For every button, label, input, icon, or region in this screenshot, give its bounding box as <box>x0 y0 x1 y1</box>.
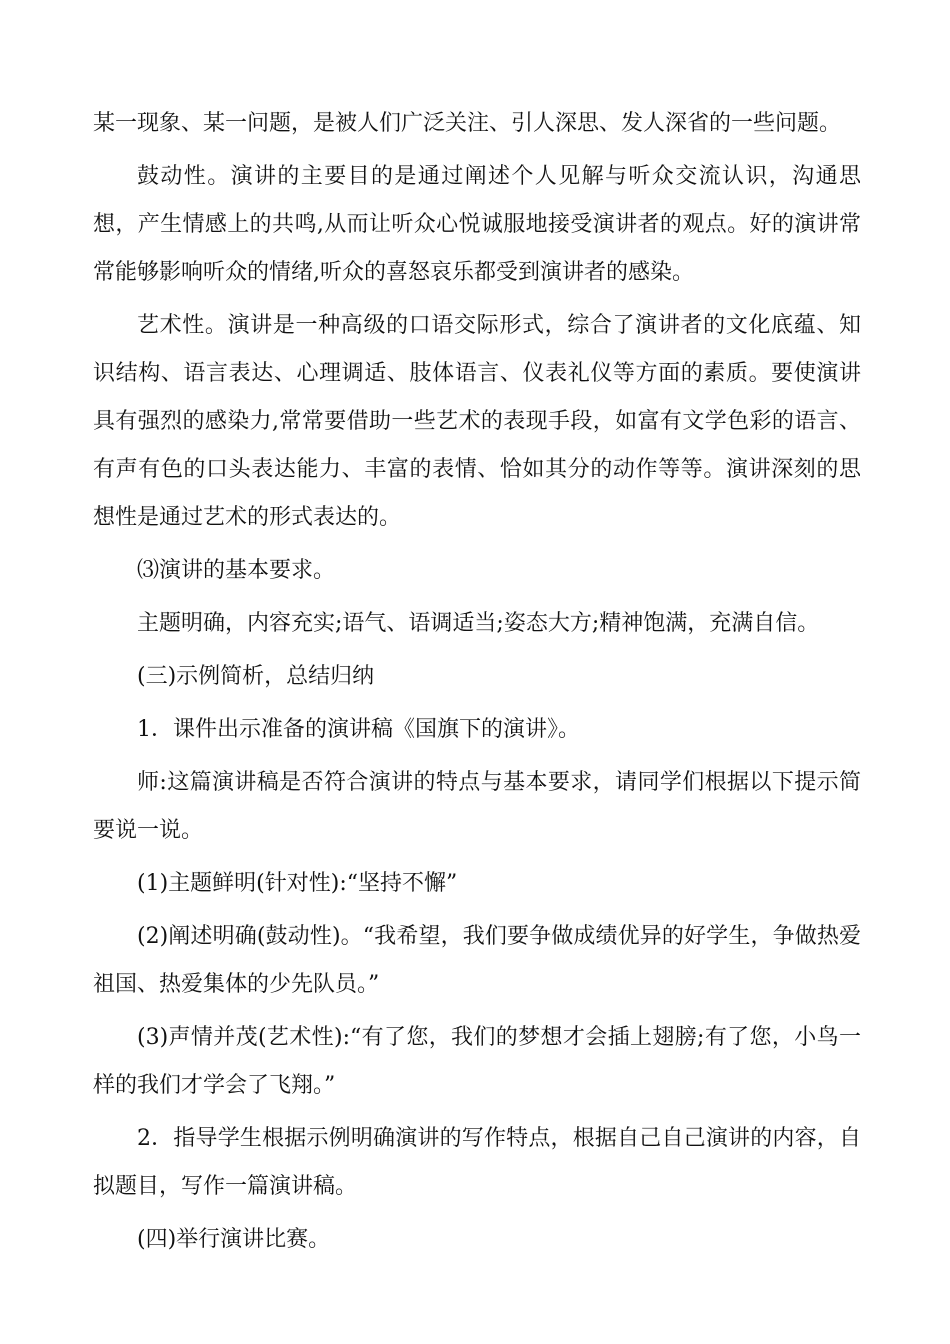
paragraph-5: 主题明确，内容充实;语气、语调适当;姿态大方;精神饱满，充满自信。 <box>137 611 820 636</box>
paragraph-2: 鼓动性。演讲的主要目的是通过阐述个人见解与听众交流认识，沟通思想，产生情感上的共鸣,从而让听众心悦诚服地接受演讲者的观点。好的演讲常常能够影响听众的情绪,听众的喜怒哀乐都受到演讲者的感染。 <box>93 164 861 285</box>
paragraph-1: 某一现象、某一问题，是被人们广泛关注、引人深思、发人深省的一些问题。 <box>93 111 842 136</box>
paragraph-4: ⑶演讲的基本要求。 <box>137 558 336 583</box>
document-body <box>93 100 861 1269</box>
paragraph-6: (三)示例简析，总结归纳 <box>137 664 375 689</box>
paragraph-13: (四)举行演讲比赛。 <box>137 1227 331 1252</box>
paragraph-3: 艺术性。演讲是一种高级的口语交际形式，综合了演讲者的文化底蕴、知识结构、语言表达、心理调适、肢体语言、仪表礼仪等方面的素质。要使演讲具有强烈的感染力,常常要借助一些艺术的表现手段，如富有文学色彩的语言、有声有色的口头表达能力、丰富的表情、恰如其分的动作等等。演讲深刻的思想性是通过艺术的形式表达的。 <box>93 313 861 530</box>
paragraph-7: 1．课件出示准备的演讲稿《国旗下的演讲》。 <box>137 717 580 742</box>
paragraph-11: (3)声情并茂(艺术性):“有了您，我们的梦想才会插上翅膀;有了您，小鸟一样的我们才学会了飞翔。” <box>93 1025 861 1098</box>
paragraph-12: 2．指导学生根据示例明确演讲的写作特点，根据自己自己演讲的内容，自拟题目，写作一篇演讲稿。 <box>93 1126 861 1199</box>
paragraph-9: (1)主题鲜明(针对性):“坚持不懈” <box>137 871 458 896</box>
paragraph-8: 师:这篇演讲稿是否符合演讲的特点与基本要求，请同学们根据以下提示简要说一说。 <box>93 770 861 843</box>
paragraph-10: (2)阐述明确(鼓动性)。“我希望，我们要争做成绩优异的好学生，争做热爱祖国、热爱集体的少先队员。” <box>93 924 861 997</box>
